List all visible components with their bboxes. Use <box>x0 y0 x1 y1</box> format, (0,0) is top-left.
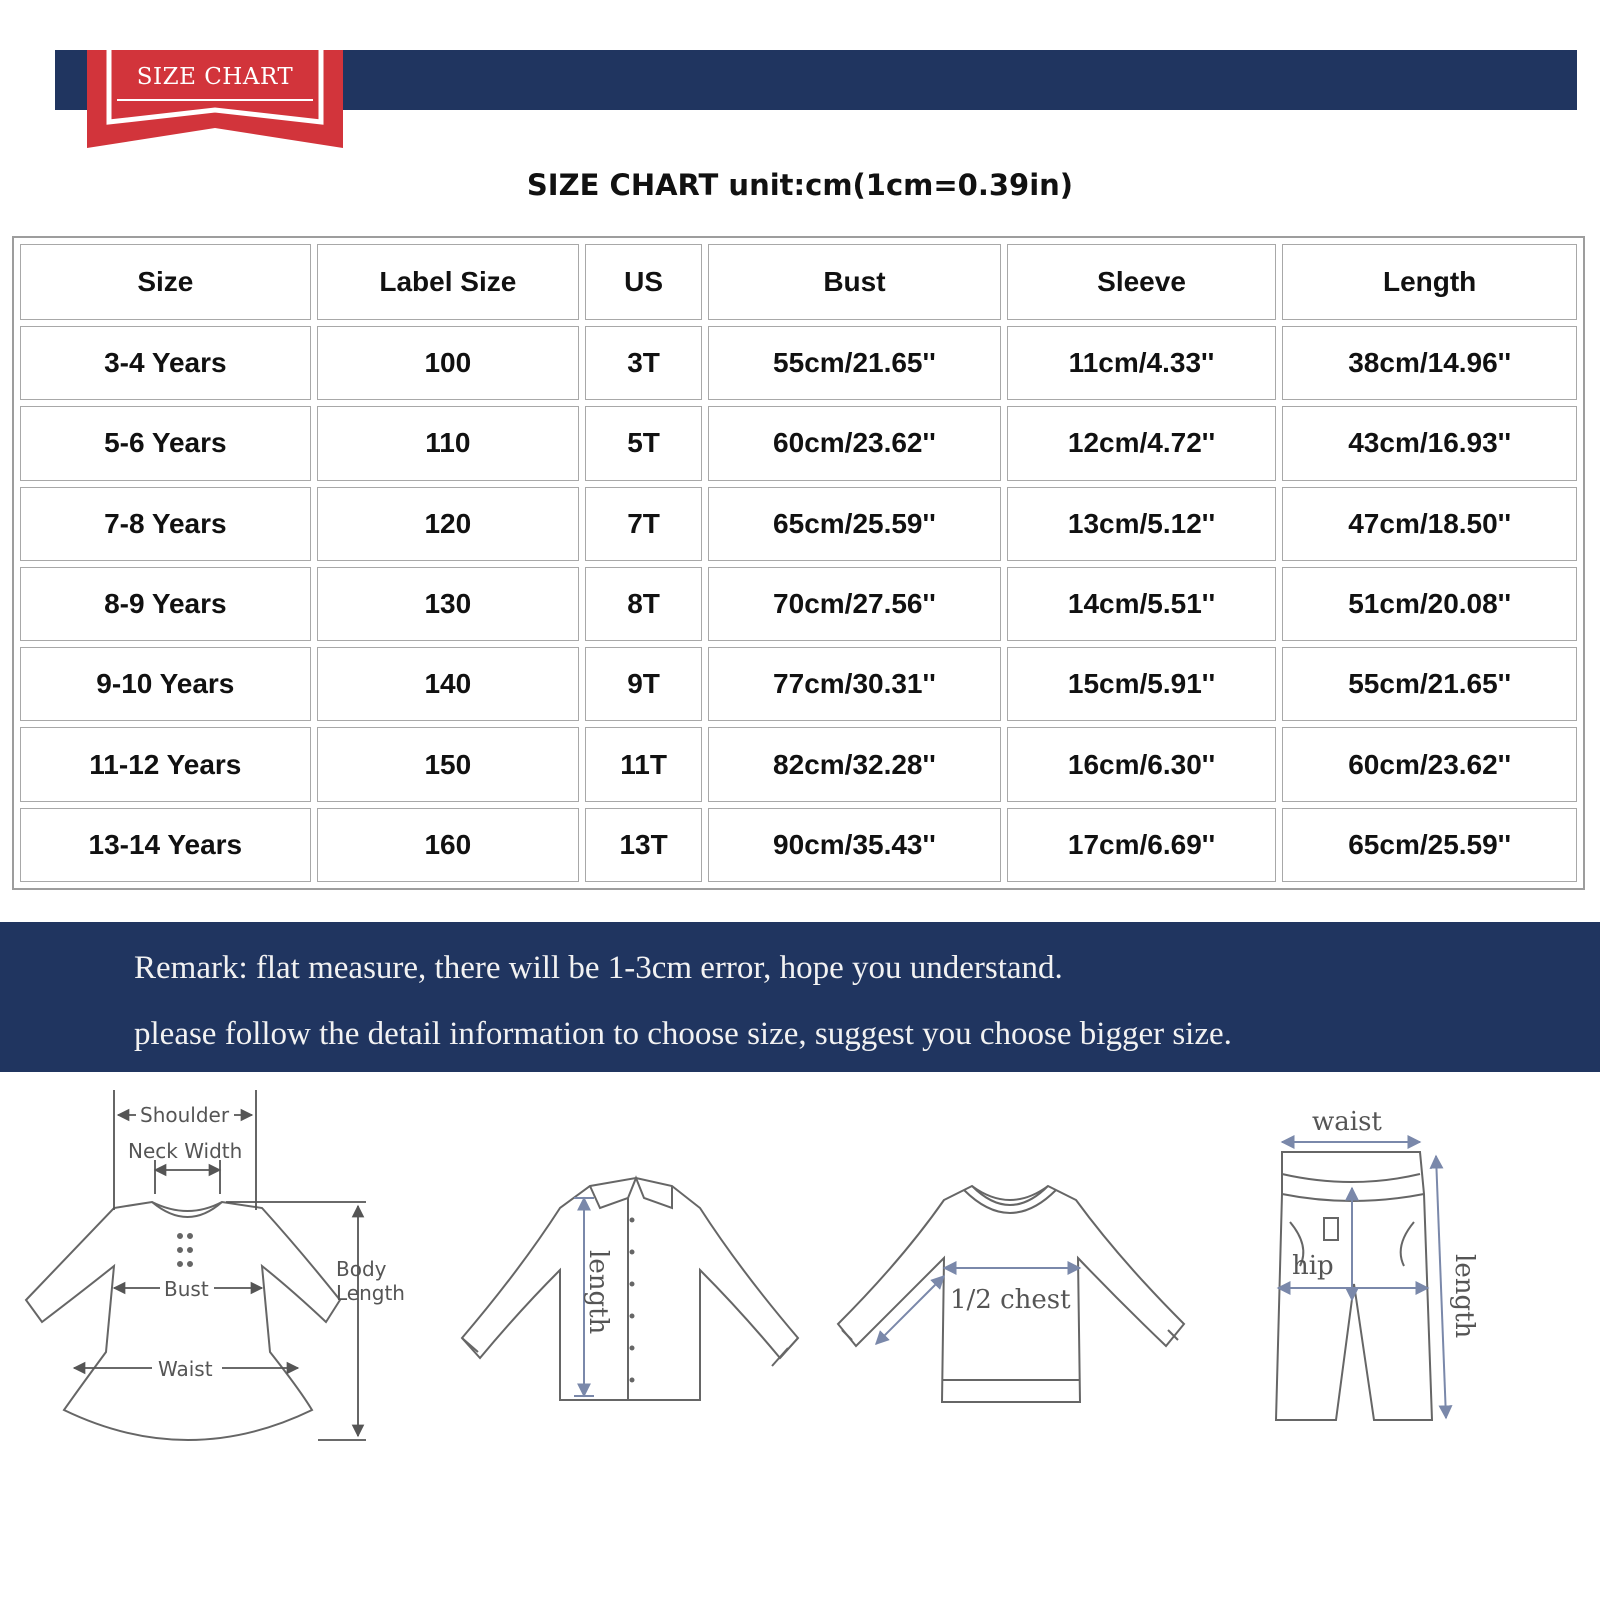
pants-waist-label: waist <box>1312 1107 1382 1137</box>
neck-width-label: Neck Width <box>128 1139 243 1163</box>
table-cell: 17cm/6.69'' <box>1007 808 1276 882</box>
table-cell: 7T <box>585 487 702 561</box>
size-table-frame <box>12 236 1585 890</box>
diagrams-canvas <box>0 1090 1600 1470</box>
table-cell: 38cm/14.96'' <box>1282 326 1577 400</box>
shoulder-label: Shoulder <box>140 1103 230 1127</box>
table-cell: 160 <box>317 808 579 882</box>
table-cell: 3T <box>585 326 702 400</box>
table-header-row <box>20 244 1577 320</box>
table-cell: 110 <box>317 406 579 480</box>
table-cell: 7-8 Years <box>20 487 311 561</box>
pants-length-label: length <box>1449 1254 1479 1339</box>
table-cell: 5T <box>585 406 702 480</box>
table-row <box>20 567 1577 641</box>
table-cell: 11-12 Years <box>20 727 311 801</box>
table-cell: 13-14 Years <box>20 808 311 882</box>
table-row <box>20 647 1577 721</box>
table-cell: 65cm/25.59'' <box>708 487 1001 561</box>
remark-banner <box>0 922 1600 1072</box>
table-row <box>20 487 1577 561</box>
size-chart-badge <box>87 50 343 150</box>
table-cell: 8-9 Years <box>20 567 311 641</box>
table-cell: 55cm/21.65'' <box>1282 647 1577 721</box>
header-cell: Bust <box>708 244 1001 320</box>
table-cell: 77cm/30.31'' <box>708 647 1001 721</box>
table-cell: 140 <box>317 647 579 721</box>
table-cell: 51cm/20.08'' <box>1282 567 1577 641</box>
size-table <box>14 238 1583 888</box>
header-cell: Length <box>1282 244 1577 320</box>
remark-line-2: please follow the detail information to choose size, suggest you choose bigger size. <box>134 1016 1232 1052</box>
measurement-diagrams <box>0 1090 1600 1470</box>
header-cell: US <box>585 244 702 320</box>
body-label: Body <box>336 1257 387 1281</box>
chart-title: SIZE CHART unit:cm(1cm=0.39in) <box>526 168 1074 202</box>
waist-label: Waist <box>158 1357 213 1381</box>
table-row <box>20 808 1577 882</box>
table-cell: 130 <box>317 567 579 641</box>
table-cell: 16cm/6.30'' <box>1007 727 1276 801</box>
table-cell: 90cm/35.43'' <box>708 808 1001 882</box>
pants-hip-label: hip <box>1292 1251 1334 1281</box>
table-cell: 60cm/23.62'' <box>708 406 1001 480</box>
header-cell: Sleeve <box>1007 244 1276 320</box>
table-cell: 14cm/5.51'' <box>1007 567 1276 641</box>
dress-diagram <box>26 1202 340 1440</box>
remark-line-1: Remark: flat measure, there will be 1-3cm error, hope you understand. <box>134 950 1063 986</box>
table-cell: 9T <box>585 647 702 721</box>
bust-label: Bust <box>164 1277 209 1301</box>
shirt-length-label: length <box>583 1250 613 1335</box>
table-cell: 13T <box>585 808 702 882</box>
table-cell: 5-6 Years <box>20 406 311 480</box>
pants-length-line <box>1436 1156 1446 1418</box>
table-cell: 11cm/4.33'' <box>1007 326 1276 400</box>
table-cell: 100 <box>317 326 579 400</box>
table-cell: 150 <box>317 727 579 801</box>
table-cell: 70cm/27.56'' <box>708 567 1001 641</box>
length-label: Length <box>336 1281 405 1305</box>
table-cell: 15cm/5.91'' <box>1007 647 1276 721</box>
table-cell: 13cm/5.12'' <box>1007 487 1276 561</box>
table-cell: 3-4 Years <box>20 326 311 400</box>
badge-label: SIZE CHART <box>136 64 294 90</box>
table-cell: 82cm/32.28'' <box>708 727 1001 801</box>
shirt-buttons <box>630 1218 635 1383</box>
shirt-diagram <box>462 1178 798 1400</box>
table-cell: 60cm/23.62'' <box>1282 727 1577 801</box>
header-cell: Size <box>20 244 311 320</box>
table-cell: 43cm/16.93'' <box>1282 406 1577 480</box>
table-row <box>20 727 1577 801</box>
table-cell: 9-10 Years <box>20 647 311 721</box>
table-row <box>20 406 1577 480</box>
table-cell: 12cm/4.72'' <box>1007 406 1276 480</box>
table-cell: 120 <box>317 487 579 561</box>
table-row <box>20 326 1577 400</box>
header-cell: Label Size <box>317 244 579 320</box>
sweater-sleeve-line <box>876 1276 944 1344</box>
pants-diagram <box>1276 1152 1432 1420</box>
half-chest-label: 1/2 chest <box>950 1285 1071 1315</box>
table-cell: 65cm/25.59'' <box>1282 808 1577 882</box>
table-cell: 8T <box>585 567 702 641</box>
table-cell: 11T <box>585 727 702 801</box>
table-cell: 55cm/21.65'' <box>708 326 1001 400</box>
table-cell: 47cm/18.50'' <box>1282 487 1577 561</box>
